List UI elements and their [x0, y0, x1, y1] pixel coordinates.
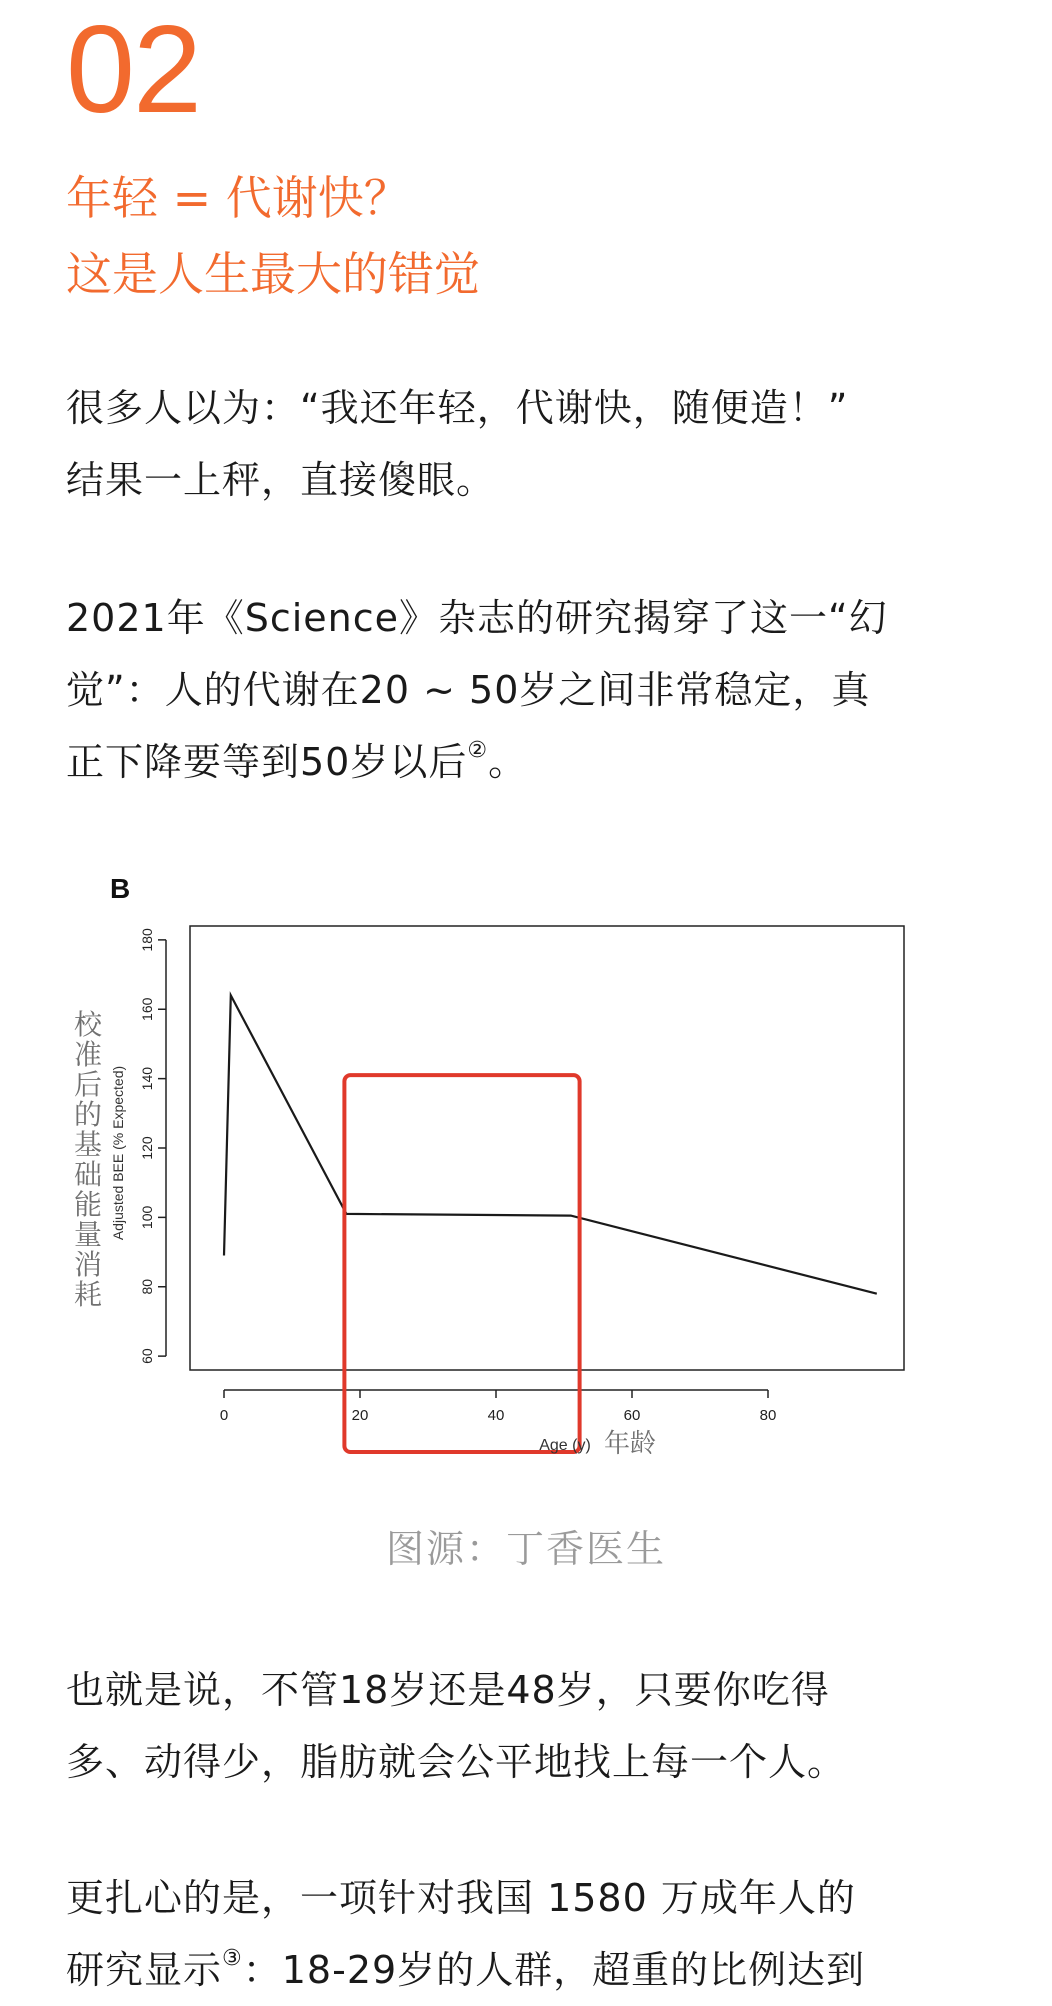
y-axis-label: Adjusted BEE (% Expected): [110, 1065, 126, 1241]
headline-line-1: 年轻 = 代谢快？: [66, 171, 410, 225]
paragraph-2-line-3-end: 。: [488, 740, 528, 784]
x-tick-label: 60: [623, 1407, 641, 1424]
x-axis-label-cn: 年龄: [604, 1429, 657, 1459]
paragraph-4-line-2: [66, 1934, 996, 2006]
paragraph-3-line-1: 也就是说，不管18岁还是48岁，只要你吃得: [66, 1668, 830, 1712]
paragraph-2: [66, 582, 996, 798]
x-axis-label: Age (y): [539, 1437, 591, 1454]
footnote-2-marker: ②: [467, 738, 489, 763]
x-axis: [220, 1390, 777, 1424]
paragraph-1-line-2: 结果一上秤，直接傻眼。: [66, 458, 496, 502]
y-axis-label-cn-char: 的: [73, 1098, 102, 1131]
y-tick-label: 80: [139, 1278, 155, 1295]
x-tick-label: 20: [351, 1407, 369, 1424]
paragraph-2-line-3: [66, 726, 996, 798]
paragraph-2-line-2: 觉”：人的代谢在20 ~ 50岁之间非常稳定，真: [66, 668, 871, 712]
chart-svg: [66, 860, 958, 1500]
paragraph-4-line-2-end: ：18-29岁的人群，超重的比例达到: [242, 1948, 866, 1992]
y-tick-label: 100: [139, 1205, 155, 1230]
y-tick-label: 60: [139, 1348, 155, 1364]
section-number: 02: [66, 1, 200, 139]
y-tick-label: 140: [139, 1066, 155, 1091]
y-tick-label: 120: [139, 1136, 155, 1160]
paragraph-3: [66, 1654, 996, 1798]
paragraph-1-line-1: 很多人以为：“我还年轻，代谢快，随便造！”: [66, 386, 849, 430]
y-axis-label-cn-char: 耗: [73, 1278, 102, 1311]
paragraph-3-line-2: 多、动得少，脂肪就会公平地找上每一个人。: [66, 1740, 847, 1784]
y-axis: [139, 928, 166, 1364]
paragraph-4-line-2-start: 研究显示: [66, 1948, 223, 1992]
y-tick-label: 180: [139, 928, 155, 952]
y-axis-label-cn-char: 础: [73, 1158, 102, 1191]
chart-panel-label: B: [110, 873, 131, 904]
chart-figure: [66, 860, 958, 1500]
y-tick-label: 160: [139, 997, 155, 1021]
figure-caption: 图源：丁香医生: [385, 1527, 666, 1571]
footnote-3-marker: ③: [222, 1946, 243, 1971]
highlight-box: [344, 1075, 579, 1452]
bee-series-line: [224, 995, 877, 1293]
y-axis-label-cn: [70, 1010, 106, 1310]
x-tick-label: 40: [487, 1407, 505, 1424]
y-axis-label-cn-char: 基: [73, 1128, 102, 1161]
paragraph-4-line-1: 更扎心的是，一项针对我国 1580 万成年人的: [66, 1876, 856, 1920]
paragraph-4: [66, 1862, 996, 2006]
y-axis-label-cn-char: 消: [73, 1248, 102, 1281]
y-axis-label-cn-char: 后: [73, 1068, 102, 1101]
x-tick-label: 0: [219, 1407, 229, 1424]
headline-line-2: 这是人生最大的错觉: [66, 247, 480, 301]
headline: [66, 160, 480, 312]
paragraph-1: [66, 372, 996, 516]
y-axis-label-cn-char: 能: [73, 1188, 102, 1221]
paragraph-2-line-3-text: 正下降要等到50岁以后: [66, 740, 468, 784]
plot-frame: [190, 926, 904, 1370]
paragraph-2-line-1: 2021年《Science》杂志的研究揭穿了这一“幻: [66, 596, 888, 640]
x-tick-label: 80: [759, 1407, 777, 1424]
y-axis-label-cn-char: 量: [73, 1218, 102, 1251]
y-axis-label-cn-char: 准: [73, 1038, 102, 1071]
y-axis-label-cn-char: 校: [73, 1008, 102, 1041]
